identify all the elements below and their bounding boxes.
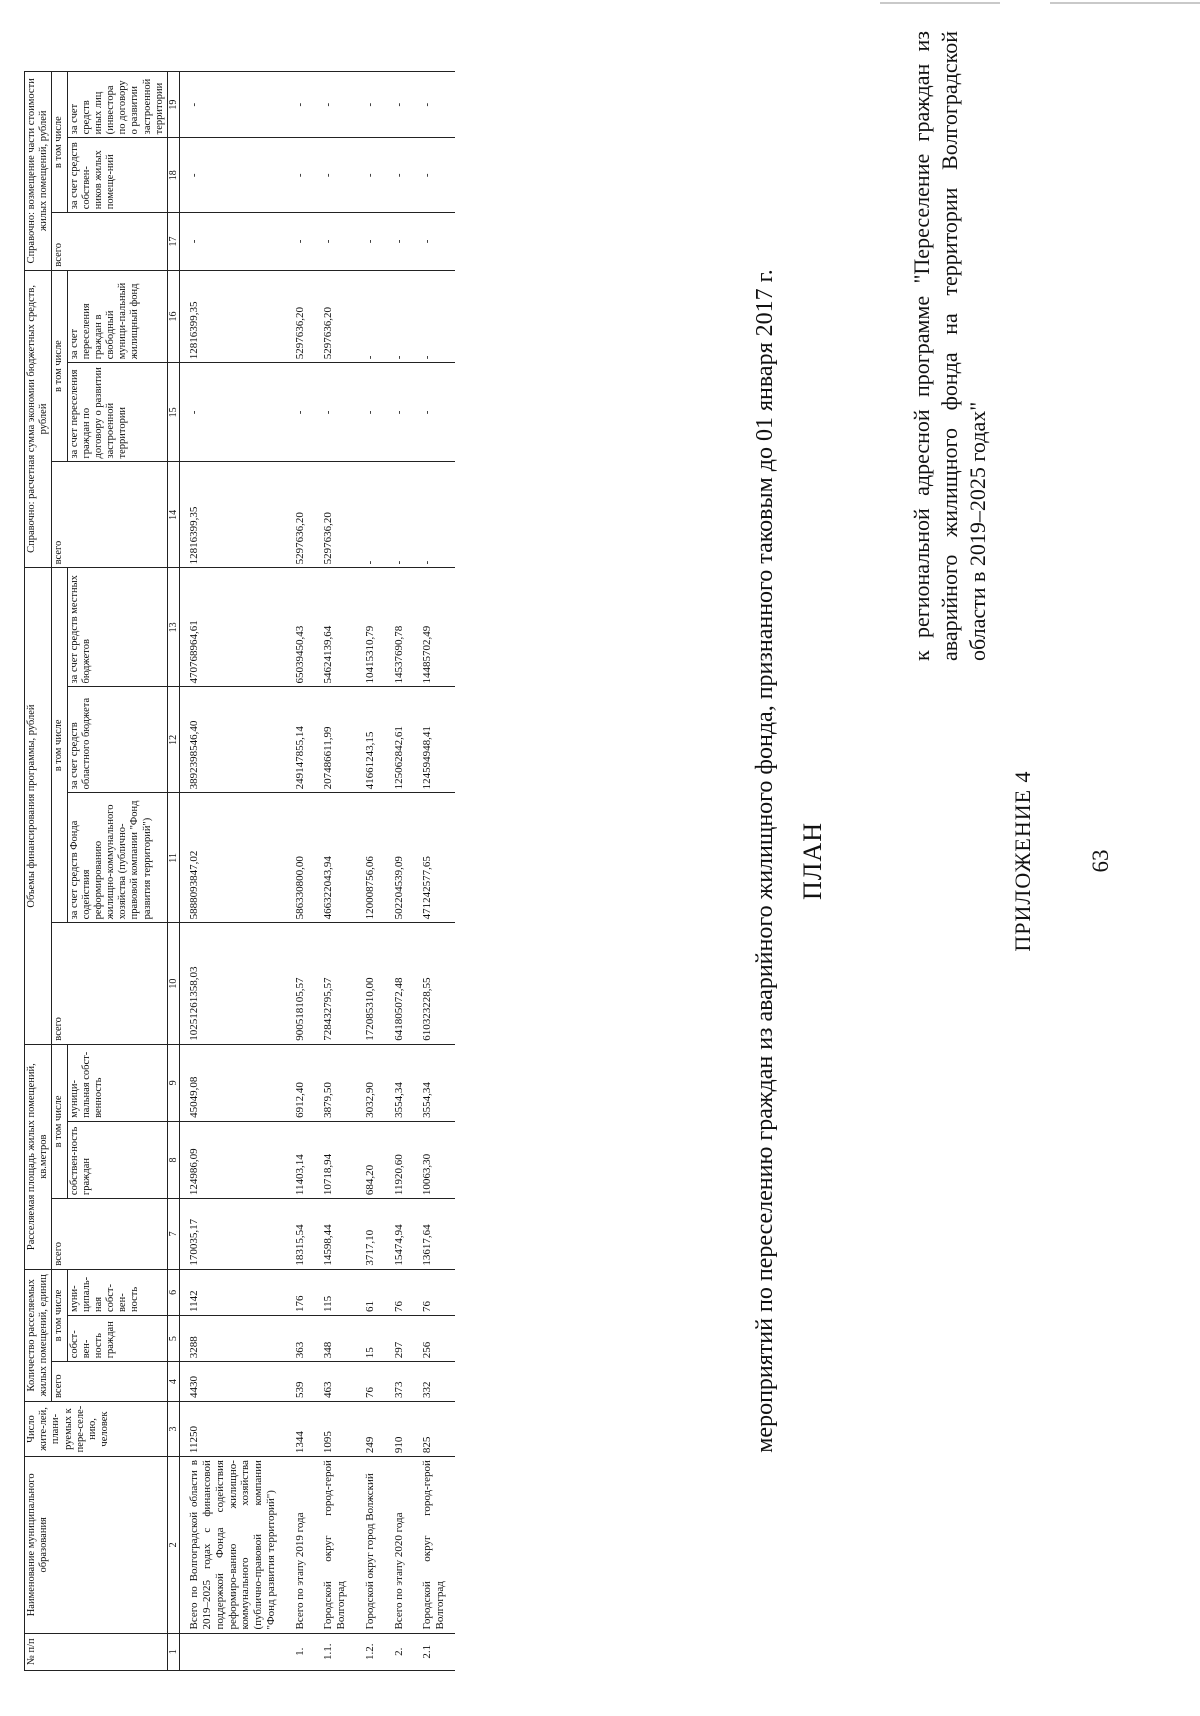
premises-municipal-cell: 76 [413,1269,455,1315]
economy-free-fund-cell: 5297636,20 [286,270,315,363]
column-number: 10 [167,923,180,1044]
area-municipal-cell: 6912,40 [286,1044,315,1121]
economy-development-cell: - [413,363,455,462]
table-row [180,72,286,1671]
header-economy-free-fund: за счет переселения граждан в свободный муници-пальный жилищный фонд [67,270,167,363]
scan-edge-mark [880,2,1000,4]
header-residents: Число жите-лей, плани-руемых к пере-селе-нию, человек [25,1401,168,1456]
economy-development-cell: - [385,363,414,462]
financing-total-cell: 641805072,48 [385,923,414,1044]
financing-local-cell: 10415310,79 [356,568,385,687]
economy-free-fund-cell: - [356,270,385,363]
premises-total-cell: 539 [286,1362,315,1402]
column-number: 11 [167,793,180,923]
premises-total-cell: 463 [314,1362,356,1402]
premises-owned-cell: 15 [356,1315,385,1361]
residents-count-cell: 1095 [314,1401,356,1456]
financing-local-cell: 470768964,61 [180,568,286,687]
premises-municipal-cell: 1142 [180,1269,286,1315]
financing-total-cell: 172085310,00 [356,923,385,1044]
column-number: 7 [167,1199,180,1270]
plan-title: ПЛАН [798,822,827,900]
financing-local-cell: 14485702,49 [413,568,455,687]
residents-count-cell: 249 [356,1401,385,1456]
table-row [314,72,356,1671]
premises-total-cell: 373 [385,1362,414,1402]
financing-regional-cell: 249147855,14 [286,687,315,793]
premises-owned-cell: 363 [286,1315,315,1361]
area-owned-cell: 10718,94 [314,1121,356,1198]
header-compensation-owners: за счет средств собствен-ников жилых помеще-ний [67,138,167,213]
municipality-name-cell: Всего по Волгоградской области в 2019–2025 годах с финансовой поддержкой Фонда содействия реформиро-ванию жилищно-коммунального хозяйства (публично-правовой компании "Фонд развития территорий") [180,1457,286,1633]
scan-edge-mark [1050,2,1200,4]
area-total-cell: 13617,64 [413,1199,455,1270]
premises-owned-cell: 3288 [180,1315,286,1361]
header-financing-fund: за счет средств Фонда содействия реформированию жилищно-коммунального хозяйства (публично-правовой компании "Фонд развития территорий") [67,793,167,923]
financing-local-cell: 54624139,64 [314,568,356,687]
financing-regional-cell: 124594948,41 [413,687,455,793]
economy-development-cell: - [286,363,315,462]
financing-regional-cell: 125062842,61 [385,687,414,793]
header-economy-group: Справочно: расчетная сумма экономии бюджетных средств, рублей [25,270,52,568]
area-owned-cell: 124986,09 [180,1121,286,1198]
column-number: 6 [167,1269,180,1315]
residents-count-cell: 11250 [180,1401,286,1456]
header-financing-group: Объемы финансирования программы, рублей [25,568,52,1044]
area-owned-cell: 684,20 [356,1121,385,1198]
economy-total-cell: 5297636,20 [314,462,356,568]
compensation-investor-cell: - [356,72,385,138]
financing-total-cell: 900518105,57 [286,923,315,1044]
premises-municipal-cell: 76 [385,1269,414,1315]
municipality-name-cell: Городской округ город-герой Волгоград [314,1457,356,1633]
column-number: 18 [167,138,180,213]
premises-total-cell: 4430 [180,1362,286,1402]
financing-fund-cell: 586330800,00 [286,793,315,923]
header-area-including: в том числе [52,1044,67,1198]
compensation-investor-cell: - [314,72,356,138]
premises-total-cell: 76 [356,1362,385,1402]
residents-count-cell: 1344 [286,1401,315,1456]
municipality-name-cell: Городской округ город Волжский [356,1457,385,1633]
header-premises-including: в том числе [52,1269,67,1362]
area-owned-cell: 11403,14 [286,1121,315,1198]
row-number-cell: 1.2. [356,1633,385,1670]
header-municipality: Наименование муниципального образования [25,1457,168,1633]
header-economy-including: в том числе [52,270,67,462]
program-reference: к региональной адресной программе "Переселение граждан из аварийного жилищного фонда на территории Волгоградской области в 2019–2025 годах" [909,31,990,661]
residents-count-cell: 910 [385,1401,414,1456]
financing-local-cell: 65039450,43 [286,568,315,687]
area-municipal-cell: 3554,34 [385,1044,414,1121]
header-area-owned: собствен-ность граждан [67,1121,167,1198]
column-number: 17 [167,213,180,270]
compensation-investor-cell: - [413,72,455,138]
premises-municipal-cell: 115 [314,1269,356,1315]
compensation-investor-cell: - [286,72,315,138]
area-municipal-cell: 45049,08 [180,1044,286,1121]
header-premises-municipal: муни-ципаль-ная собст-вен-ность [67,1269,167,1315]
premises-owned-cell: 348 [314,1315,356,1361]
page-number: 63 [1088,849,1113,873]
compensation-owners-cell: - [314,138,356,213]
area-total-cell: 14598,44 [314,1199,356,1270]
header-financing-total: всего [52,923,168,1044]
row-number-cell: 2.1 [413,1633,455,1670]
column-number: 14 [167,462,180,568]
header-area-municipal: муници-пальная собст-венность [67,1044,167,1121]
column-number: 1 [167,1633,180,1670]
compensation-owners-cell: - [180,138,286,213]
table-row [385,72,414,1671]
financing-local-cell: 14537690,78 [385,568,414,687]
compensation-investor-cell: - [180,72,286,138]
economy-total-cell: 5297636,20 [286,462,315,568]
financing-regional-cell: 3892398546,40 [180,687,286,793]
header-no: № п/п [25,1633,168,1670]
compensation-total-cell: - [385,213,414,270]
header-compensation-total: всего [52,213,168,270]
financing-regional-cell: 41661243,15 [356,687,385,793]
header-economy-development: за счет переселения граждан по договору о развитии застроенной территории [67,363,167,462]
area-total-cell: 15474,94 [385,1199,414,1270]
header-compensation-group: Справочно: возмещение части стоимости жилых помещений, рублей [25,72,52,271]
area-total-cell: 18315,54 [286,1199,315,1270]
economy-development-cell: - [180,363,286,462]
column-number: 8 [167,1121,180,1198]
financing-total-cell: 728432795,57 [314,923,356,1044]
column-number: 2 [167,1457,180,1633]
header-economy-total: всего [52,462,168,568]
financing-fund-cell: 502204539,09 [385,793,414,923]
column-number: 4 [167,1362,180,1402]
area-total-cell: 170035,17 [180,1199,286,1270]
municipality-name-cell: Городской округ город-герой Волгоград [413,1457,455,1633]
compensation-owners-cell: - [413,138,455,213]
economy-total-cell: 12816399,35 [180,462,286,568]
header-premises-owned: собст-вен-ность граждан [67,1315,167,1361]
economy-free-fund-cell: - [413,270,455,363]
compensation-owners-cell: - [385,138,414,213]
table-row [356,72,385,1671]
header-financing-regional: за счет средств областного бюджета [67,687,167,793]
column-number: 15 [167,363,180,462]
header-area-total: всего [52,1199,168,1270]
financing-fund-cell: 471242577,65 [413,793,455,923]
economy-free-fund-cell: 12816399,35 [180,270,286,363]
header-area-group: Расселяемая площадь жилых помещений, кв.метров [25,1044,52,1269]
header-compensation-investor: за счет средств иных лиц (инвестора по договору о развитии застроенной территории [67,72,167,138]
column-number: 12 [167,687,180,793]
column-number: 5 [167,1315,180,1361]
financing-total-cell: 610323228,55 [413,923,455,1044]
financing-fund-cell: 120008756,06 [356,793,385,923]
plan-table-body [180,72,455,1671]
residents-count-cell: 825 [413,1401,455,1456]
document-sheet [20,26,1178,1696]
economy-total-cell: - [385,462,414,568]
header-compensation-including: в том числе [52,72,67,213]
column-number: 16 [167,270,180,363]
municipality-name-cell: Всего по этапу 2019 года [286,1457,315,1633]
compensation-total-cell: - [286,213,315,270]
area-municipal-cell: 3554,34 [413,1044,455,1121]
table-row [286,72,315,1671]
column-number: 19 [167,72,180,138]
header-financing-including: в том числе [52,568,67,923]
area-total-cell: 3717,10 [356,1199,385,1270]
premises-owned-cell: 256 [413,1315,455,1361]
area-owned-cell: 10063,30 [413,1121,455,1198]
row-number-cell: 1. [286,1633,315,1670]
financing-fund-cell: 466322043,94 [314,793,356,923]
economy-free-fund-cell: - [385,270,414,363]
premises-total-cell: 332 [413,1362,455,1402]
premises-municipal-cell: 176 [286,1269,315,1315]
economy-development-cell: - [314,363,356,462]
compensation-total-cell: - [180,213,286,270]
area-municipal-cell: 3032,90 [356,1044,385,1121]
row-number-cell [180,1633,286,1670]
economy-development-cell: - [356,363,385,462]
compensation-total-cell: - [314,213,356,270]
financing-regional-cell: 207486611,99 [314,687,356,793]
plan-subtitle: мероприятий по переселению граждан из аварийного жилищного фонда, признанного таковым до 01 января 2017 г. [752,269,778,1453]
header-premises-group: Количество расселяемых жилых помещений, единиц [25,1269,52,1401]
compensation-owners-cell: - [286,138,315,213]
column-number-row [167,72,180,1671]
economy-free-fund-cell: 5297636,20 [314,270,356,363]
column-number: 3 [167,1401,180,1456]
column-number: 13 [167,568,180,687]
premises-municipal-cell: 61 [356,1269,385,1315]
compensation-total-cell: - [356,213,385,270]
row-number-cell: 1.1. [314,1633,356,1670]
financing-fund-cell: 5888093847,02 [180,793,286,923]
premises-owned-cell: 297 [385,1315,414,1361]
financing-total-cell: 10251261358,03 [180,923,286,1044]
resettlement-plan-table [24,71,455,1671]
appendix-title: ПРИЛОЖЕНИЕ 4 [1010,770,1035,952]
area-municipal-cell: 3879,50 [314,1044,356,1121]
compensation-investor-cell: - [385,72,414,138]
municipality-name-cell: Всего по этапу 2020 года [385,1457,414,1633]
column-number: 9 [167,1044,180,1121]
header-premises-total: всего [52,1362,168,1402]
economy-total-cell: - [413,462,455,568]
area-owned-cell: 11920,60 [385,1121,414,1198]
economy-total-cell: - [356,462,385,568]
compensation-total-cell: - [413,213,455,270]
header-financing-local: за счет средств местных бюджетов [67,568,167,687]
table-row [413,72,455,1671]
compensation-owners-cell: - [356,138,385,213]
row-number-cell: 2. [385,1633,414,1670]
